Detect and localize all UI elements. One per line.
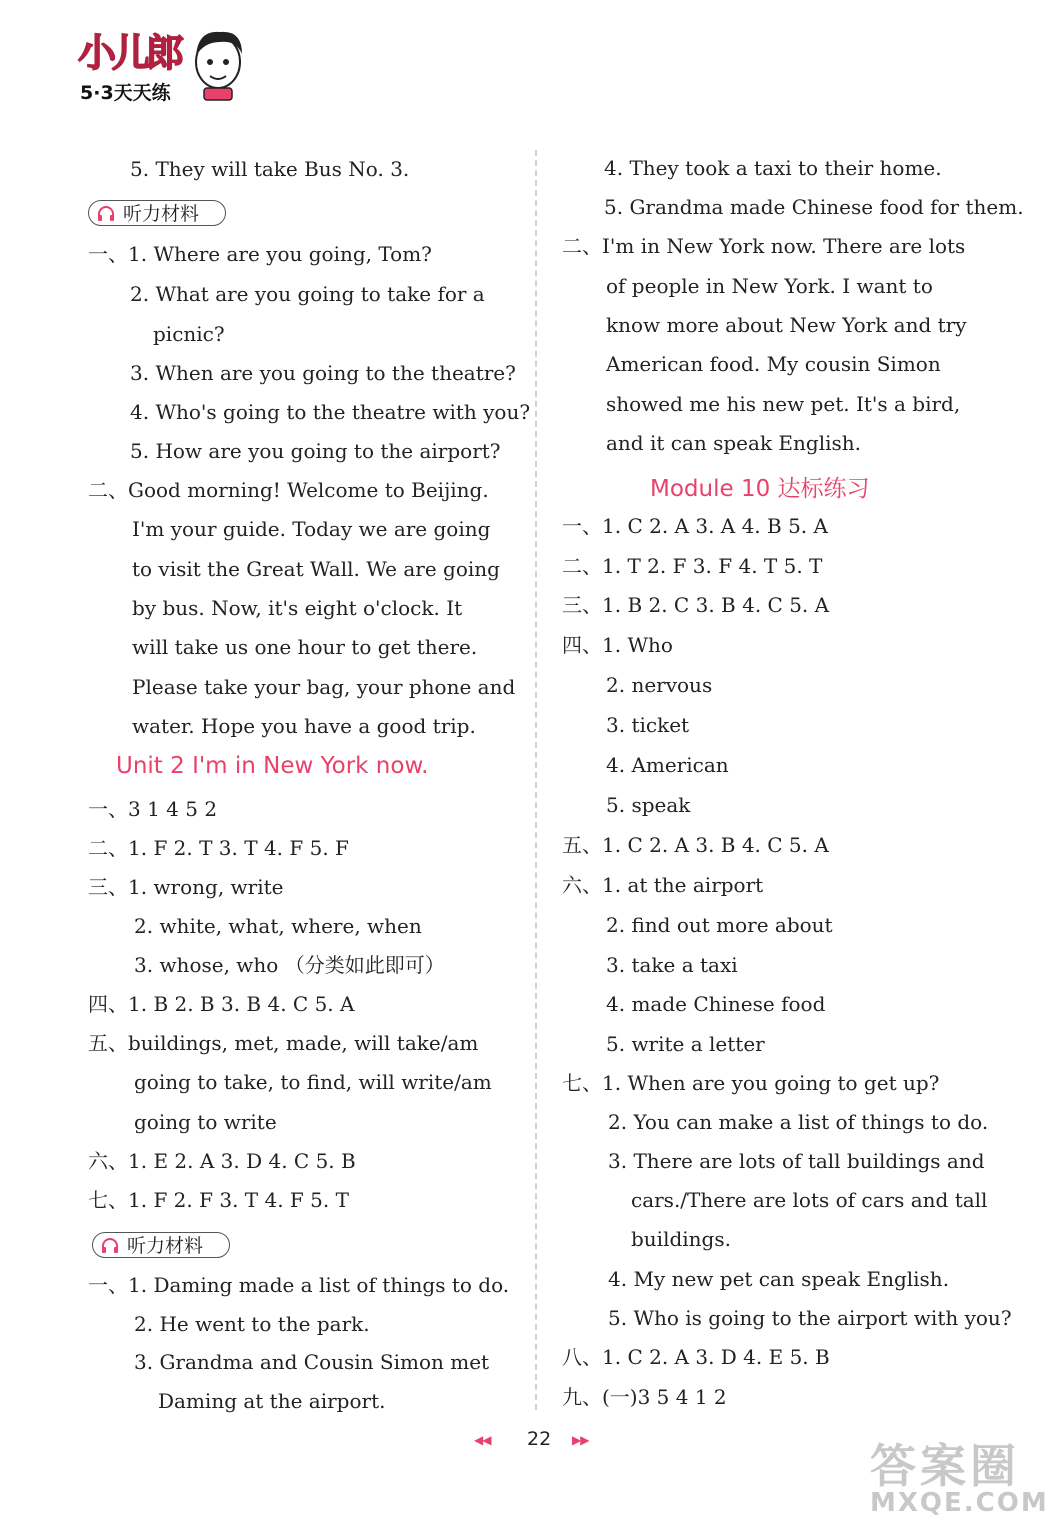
section-line	[88, 795, 217, 823]
headphones-icon	[101, 1237, 119, 1255]
answer-line: 4. made Chinese food	[606, 992, 826, 1016]
section-line	[88, 834, 349, 862]
section-mark: 七、	[562, 1071, 602, 1095]
answer-text: 1. C 2. A 3. A 4. B 5. A	[602, 514, 828, 538]
answer-line: of people in New York. I want to	[606, 274, 933, 298]
answer-text: 1. Who	[602, 633, 673, 657]
section-line	[562, 591, 829, 619]
answer-line: 2. He went to the park.	[134, 1312, 370, 1336]
answer-line: buildings.	[631, 1227, 731, 1251]
section-mark: 二、	[562, 234, 602, 258]
section-mark: 一、	[88, 1273, 128, 1297]
answer-line: 3. Grandma and Cousin Simon met	[134, 1350, 490, 1374]
answer-line: by bus. Now, it's eight o'clock. It	[132, 596, 463, 620]
answer-line: 2. nervous	[606, 673, 713, 697]
answer-line: 4. Who's going to the theatre with you?	[130, 400, 531, 424]
unit-heading: Unit 2 I'm in New York now.	[116, 753, 429, 779]
section-line	[562, 831, 829, 859]
answer-line: know more about New York and try	[606, 313, 967, 337]
column-divider	[535, 150, 537, 1410]
answer-line: 2. white, what, where, when	[134, 914, 422, 938]
answer-line: water. Hope you have a good trip.	[132, 714, 476, 738]
badge-label: 听力材料	[123, 203, 200, 225]
answer-text: 1. F 2. F 3. T 4. F 5. T	[128, 1188, 349, 1212]
answer-text: 1. When are you going to get up?	[602, 1071, 940, 1095]
answer-line: 5. speak	[606, 793, 691, 817]
answer-text: 1. at the airport	[602, 873, 764, 897]
section-mark: 三、	[562, 593, 602, 617]
answer-text: 1. E 2. A 3. D 4. C 5. B	[128, 1149, 356, 1173]
answer-line: Daming at the airport.	[158, 1389, 386, 1413]
answer-line: 5. write a letter	[606, 1032, 765, 1056]
prev-arrows-icon: ◀◀	[474, 1433, 491, 1447]
page-number: 22	[527, 1428, 552, 1450]
section-line	[88, 240, 432, 268]
section-line	[562, 1383, 727, 1411]
header	[78, 22, 248, 112]
section-mark: 八、	[562, 1345, 602, 1369]
section-mark: 七、	[88, 1188, 128, 1212]
section-line	[562, 1069, 939, 1097]
answer-text: 1. B 2. B 3. B 4. C 5. A	[128, 992, 355, 1016]
section-line	[88, 873, 284, 901]
listening-badge	[92, 1232, 230, 1258]
brand-logo: 小儿郎	[78, 31, 181, 75]
answer-line: 3. take a taxi	[606, 953, 738, 977]
section-mark: 四、	[562, 633, 602, 657]
module-heading: Module 10 达标练习	[650, 476, 870, 502]
answer-line: I'm your guide. Today we are going	[132, 517, 491, 541]
answer-text: 1. C 2. A 3. B 4. C 5. A	[602, 833, 829, 857]
mascot-icon	[190, 22, 248, 102]
answer-text: Good morning! Welcome to Beijing.	[128, 478, 489, 502]
answer-text: 1. wrong, write	[128, 875, 284, 899]
answer-text: 1. C 2. A 3. D 4. E 5. B	[602, 1345, 830, 1369]
answer-line: 4. American	[606, 753, 729, 777]
section-line	[562, 631, 673, 659]
answer-text: buildings, met, made, will take/am	[128, 1031, 479, 1055]
section-mark: 四、	[88, 992, 128, 1016]
section-mark: 三、	[88, 875, 128, 899]
answer-line: Please take your bag, your phone and	[132, 675, 516, 699]
answer-text: I'm in New York now. There are lots	[602, 234, 966, 258]
section-mark: 五、	[88, 1031, 128, 1055]
section-line	[88, 476, 489, 504]
section-line	[88, 1271, 509, 1299]
answer-line: going to write	[134, 1110, 277, 1134]
series-name: 5·3天天练	[80, 82, 171, 104]
answer-line: 5. They will take Bus No. 3.	[130, 157, 410, 181]
badge-label: 听力材料	[127, 1235, 204, 1257]
watermark-url: MXQE.COM	[870, 1488, 1049, 1518]
answer-line: 3. There are lots of tall buildings and	[608, 1149, 985, 1173]
answer-line: cars./There are lots of cars and tall	[631, 1188, 988, 1212]
section-mark: 一、	[88, 242, 128, 266]
section-line	[88, 1029, 478, 1057]
answer-line: showed me his new pet. It's a bird,	[606, 392, 961, 416]
answer-line: 5. Who is going to the airport with you?	[608, 1306, 1012, 1330]
listening-badge	[88, 200, 226, 226]
answer-line: American food. My cousin Simon	[606, 352, 941, 376]
answer-text: 3 1 4 5 2	[128, 797, 218, 821]
section-mark: 六、	[562, 873, 602, 897]
answer-text: 1. Daming made a list of things to do.	[128, 1273, 510, 1297]
section-line	[88, 1186, 349, 1214]
section-mark: 五、	[562, 833, 602, 857]
section-mark: 九、	[562, 1385, 602, 1409]
answer-line: 2. find out more about	[606, 913, 833, 937]
answer-line: to visit the Great Wall. We are going	[132, 557, 500, 581]
answer-line: will take us one hour to get there.	[132, 635, 478, 659]
answer-line: 4. They took a taxi to their home.	[604, 156, 942, 180]
section-mark: 六、	[88, 1149, 128, 1173]
answer-line: 3. When are you going to the theatre?	[130, 361, 516, 385]
answer-line: 2. You can make a list of things to do.	[608, 1110, 989, 1134]
section-line	[88, 1147, 356, 1175]
section-line	[562, 552, 822, 580]
section-mark: 二、	[88, 478, 128, 502]
section-line	[562, 232, 965, 260]
answer-text: 1. T 2. F 3. F 4. T 5. T	[602, 554, 823, 578]
answer-line: 5. Grandma made Chinese food for them.	[604, 195, 1024, 219]
section-mark: 一、	[562, 514, 602, 538]
answer-text: 1. Where are you going, Tom?	[128, 242, 432, 266]
answer-text: 1. B 2. C 3. B 4. C 5. A	[602, 593, 830, 617]
answer-line: 2. What are you going to take for a	[130, 282, 485, 306]
answer-text: (一)3 5 4 1 2	[602, 1385, 727, 1409]
answer-line: 3. ticket	[606, 713, 690, 737]
answer-line: 3. whose, who （分类如此即可）	[134, 953, 445, 977]
answer-line: 4. My new pet can speak English.	[608, 1267, 950, 1291]
answer-line: going to take, to find, will write/am	[134, 1070, 492, 1094]
answer-line: picnic?	[153, 322, 225, 346]
section-mark: 一、	[88, 797, 128, 821]
answer-line: and it can speak English.	[606, 431, 861, 455]
section-mark: 二、	[562, 554, 602, 578]
section-line	[562, 512, 828, 540]
answer-line: 5. How are you going to the airport?	[130, 439, 501, 463]
section-mark: 二、	[88, 836, 128, 860]
watermark-logo: 答案圈	[870, 1439, 1020, 1493]
section-line	[88, 990, 354, 1018]
section-line	[562, 1343, 830, 1371]
section-line	[562, 871, 763, 899]
headphones-icon	[97, 205, 115, 223]
watermark	[870, 1430, 1049, 1518]
answer-text: 1. F 2. T 3. T 4. F 5. F	[128, 836, 349, 860]
next-arrows-icon: ▶▶	[572, 1433, 589, 1447]
